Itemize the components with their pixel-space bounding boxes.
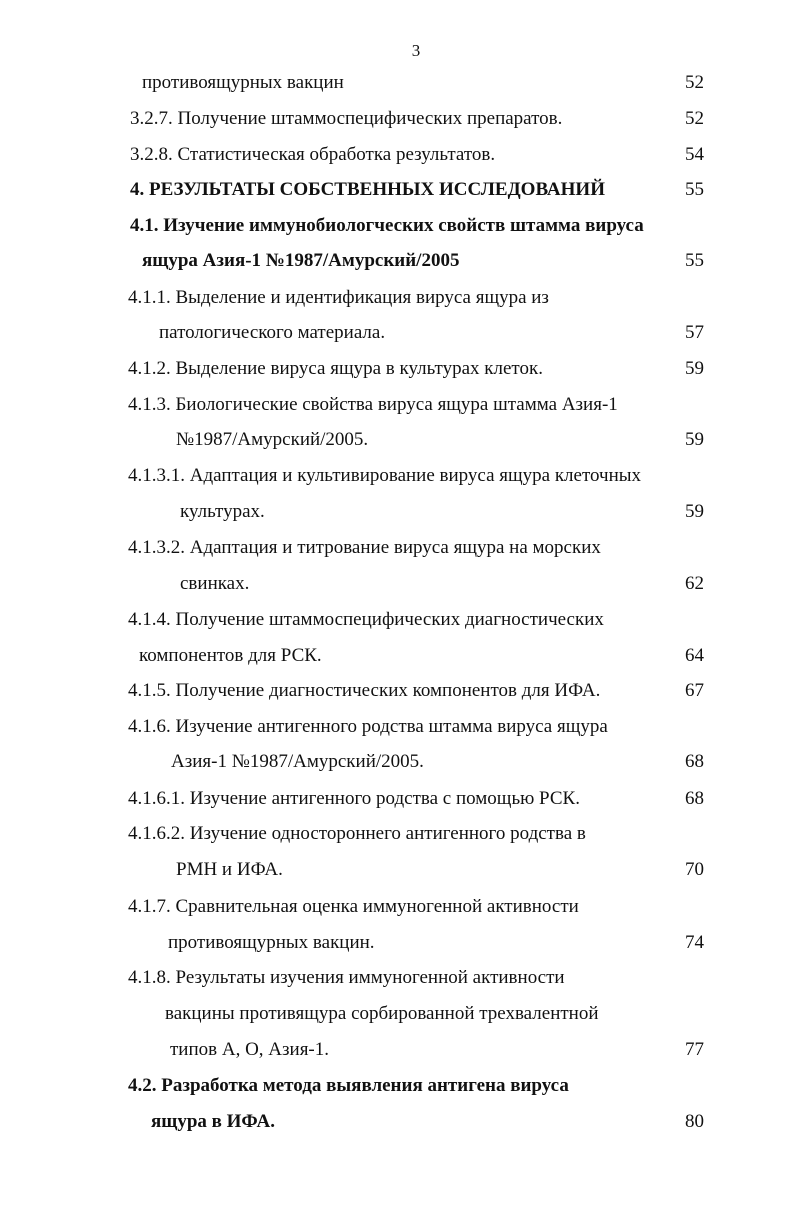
toc-entry-page: 64 xyxy=(685,645,704,666)
toc-entry-line: 4.2. Разработка метода выявления антигена вируса xyxy=(128,1075,569,1096)
toc-entry-line: 4.1.3. Биологические свойства вируса ящура штамма Азия-1 xyxy=(128,394,618,415)
toc-entry-line: 4.1.8. Результаты изучения иммуногенной активности xyxy=(128,967,565,988)
toc-entry-line: 4.1.6.2. Изучение одностороннего антигенного родства в xyxy=(128,823,586,844)
toc-entry-page: 77 xyxy=(685,1039,704,1060)
toc-entry-line: 4. РЕЗУЛЬТАТЫ СОБСТВЕННЫХ ИССЛЕДОВАНИЙ xyxy=(130,179,605,200)
toc-entry-line: противоящурных вакцин xyxy=(142,72,344,93)
toc-entry-line: 4.1.2. Выделение вируса ящура в культурах клеток. xyxy=(128,358,543,379)
toc-entry-page: 57 xyxy=(685,322,704,343)
toc-entry-line: компонентов для РСК. xyxy=(139,645,322,666)
toc-entry-line: 3.2.8. Статистическая обработка результатов. xyxy=(130,144,496,165)
toc-entry-line: 4.1.3.2. Адаптация и титрование вируса ящура на морских xyxy=(128,537,601,558)
toc-entry-line: 4.1.3.1. Адаптация и культивирование вируса ящура клеточных xyxy=(128,465,642,486)
toc-entry-line: №1987/Амурский/2005. xyxy=(176,429,369,450)
toc-entry-line: РМН и ИФА. xyxy=(176,859,283,880)
toc-entry-line: противоящурных вакцин. xyxy=(168,932,375,953)
toc-entry-page: 70 xyxy=(685,859,704,880)
toc-entry-page: 68 xyxy=(685,788,704,809)
toc-entry-line: 3.2.7. Получение штаммоспецифических препаратов. xyxy=(130,108,563,129)
toc-entry-page: 59 xyxy=(685,358,704,379)
toc-entry-line: Азия-1 №1987/Амурский/2005. xyxy=(171,751,424,772)
toc-entry-line: 4.1.6. Изучение антигенного родства штамма вируса ящура xyxy=(128,716,608,737)
toc-entry-line: 4.1.5. Получение диагностических компонентов для ИФА. xyxy=(128,680,601,701)
page-number: 3 xyxy=(411,41,421,60)
toc-entry-page: 80 xyxy=(685,1111,704,1132)
toc-entry-page: 62 xyxy=(685,573,704,594)
toc-entry-line: ящура Азия-1 №1987/Амурский/2005 xyxy=(142,250,460,271)
toc-entry-line: 4.1.1. Выделение и идентификация вируса ящура из xyxy=(128,287,549,308)
toc-entry-page: 55 xyxy=(685,250,704,271)
toc-entry-page: 68 xyxy=(685,751,704,772)
toc-entry-line: 4.1.6.1. Изучение антигенного родства с помощью РСК. xyxy=(128,788,580,809)
toc-entry-page: 52 xyxy=(685,72,704,93)
toc-entry-page: 67 xyxy=(685,680,704,701)
toc-entry-page: 52 xyxy=(685,108,704,129)
toc-entry-line: патологического материала. xyxy=(159,322,386,343)
toc-entry-line: 4.1.4. Получение штаммоспецифических диагностических xyxy=(128,609,604,630)
toc-entry-page: 59 xyxy=(685,501,704,522)
toc-entry-page: 74 xyxy=(685,932,704,953)
toc-entry-page: 59 xyxy=(685,429,704,450)
toc-entry-line: свинках. xyxy=(180,573,250,594)
toc-entry-line: типов А, О, Азия-1. xyxy=(170,1039,330,1060)
toc-entry-line: ящура в ИФА. xyxy=(151,1111,276,1132)
toc-entry-line: культурах. xyxy=(180,501,265,522)
toc-entry-line: 4.1. Изучение иммунобиологческих свойств штамма вируса xyxy=(130,215,644,236)
toc-entry-page: 55 xyxy=(685,179,704,200)
toc-entry-line: вакцины противящура сорбированной трехвалентной xyxy=(165,1003,599,1024)
toc-entry-page: 54 xyxy=(685,144,704,165)
toc-entry-line: 4.1.7. Сравнительная оценка иммуногенной активности xyxy=(128,896,579,917)
